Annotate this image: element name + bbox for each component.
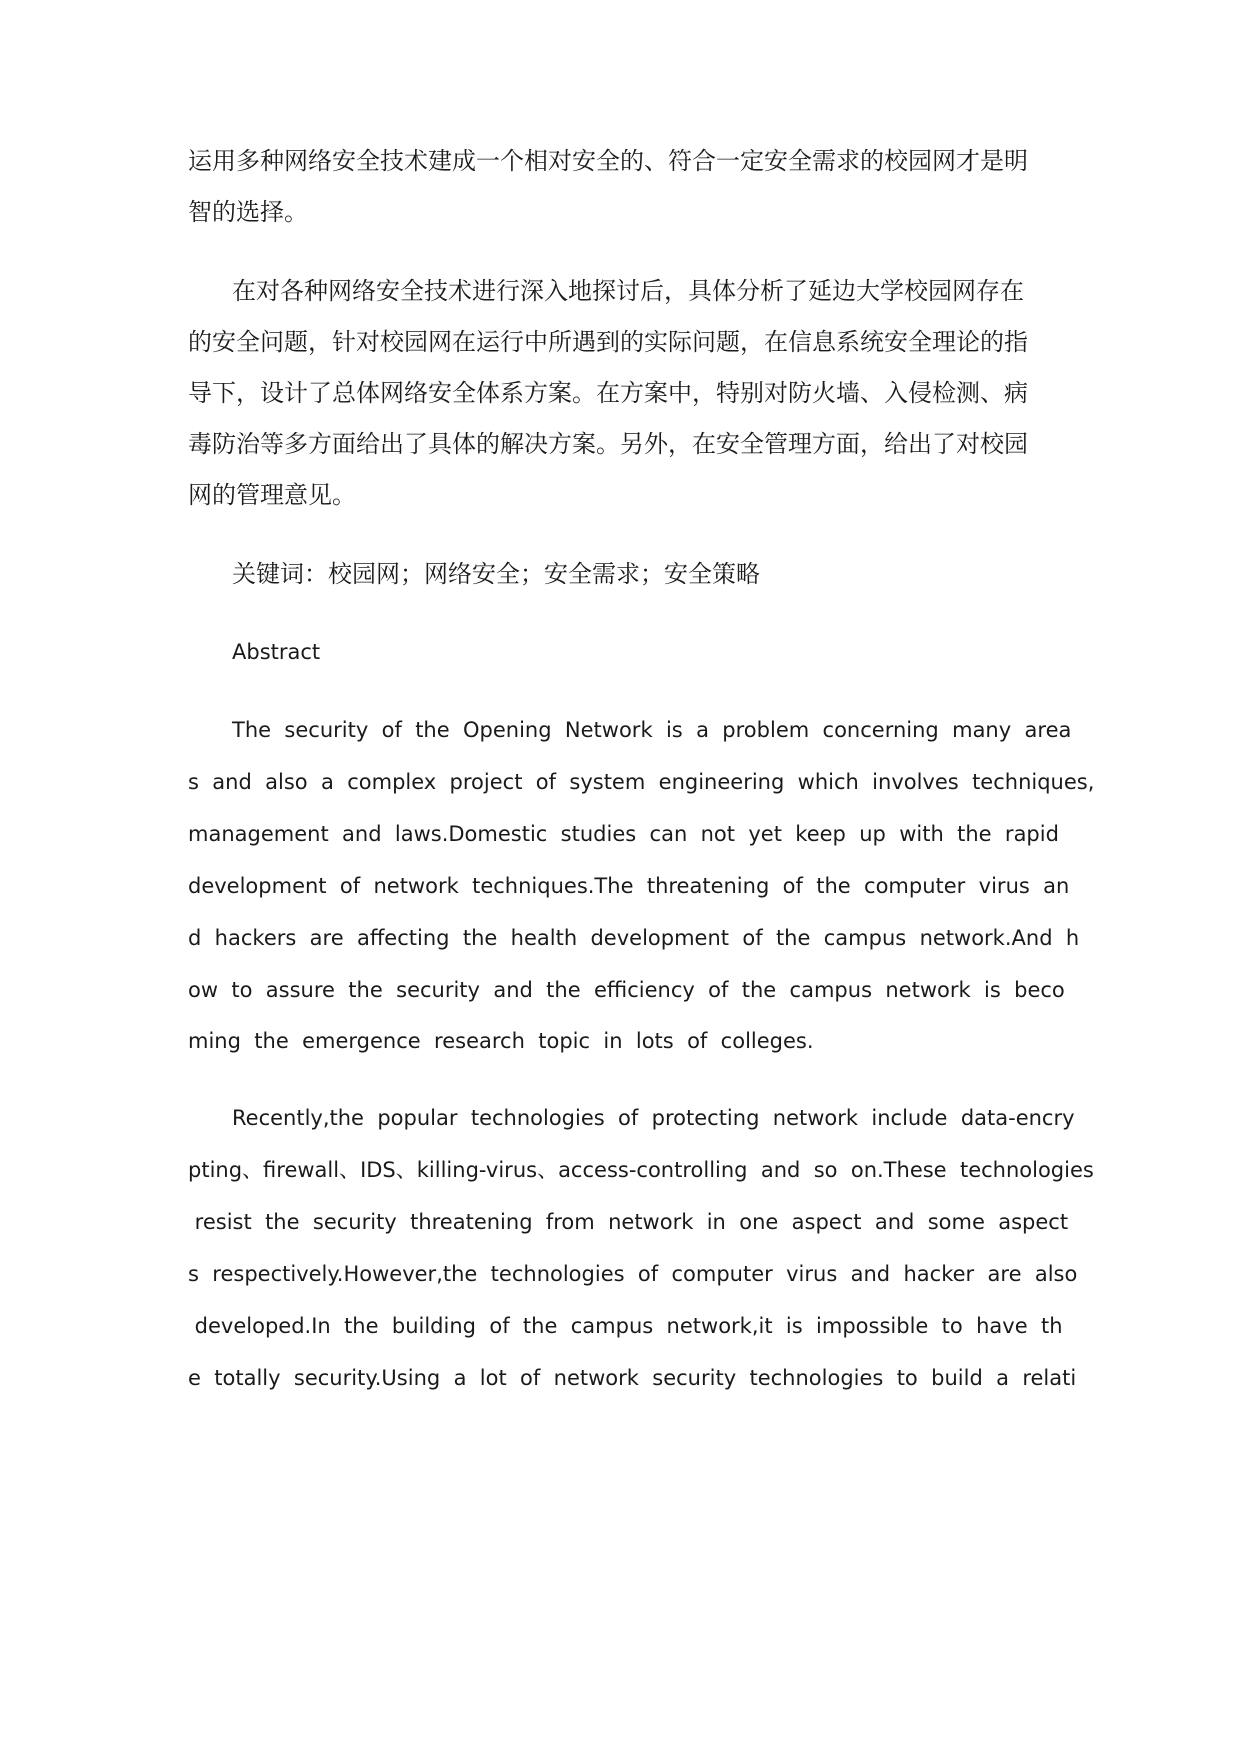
en-para1-line-1: The security of the Opening Network is a problem concerning many area [232,718,1072,742]
keywords-line: 关键词：校园网；网络安全；安全需求；安全策略 [232,560,760,588]
en-para2-line-3: resist the security threatening from network in one aspect and some aspect [188,1210,1069,1234]
zh-para2-line-3: 导下，设计了总体网络安全体系方案。在方案中，特别对防火墙、入侵检测、病 [188,379,1028,407]
en-para1-line-3: management and laws.Domestic studies can not yet keep up with the rapid [188,822,1059,846]
zh-para2-line-1: 在对各种网络安全技术进行深入地探讨后，具体分析了延边大学校园网存在 [232,277,1024,305]
en-para1-line-7: ming the emergence research topic in lots of colleges. [188,1029,814,1053]
en-para2-line-6: e totally security.Using a lot of network security technologies to build a relati [188,1366,1077,1390]
en-para1-line-5: d hackers are affecting the health development of the campus network.And h [188,926,1080,950]
en-para1-line-4: development of network techniques.The threatening of the computer virus an [188,874,1070,898]
en-para2-line-5: developed.In the building of the campus network,it is impossible to have th [188,1314,1063,1338]
en-para2-line-2: pting、firewall、IDS、killing-virus、access-controlling and so on.These technologies [188,1158,1094,1182]
zh-para1-line-1: 运用多种网络安全技术建成一个相对安全的、符合一定安全需求的校园网才是明 [188,147,1028,175]
zh-para2-line-2: 的安全问题，针对校园网在运行中所遇到的实际问题，在信息系统安全理论的指 [188,328,1028,356]
zh-para2-line-4: 毒防治等多方面给出了具体的解决方案。另外，在安全管理方面，给出了对校园 [188,430,1028,458]
zh-para2-line-5: 网的管理意见。 [188,481,356,509]
en-para1-line-6: ow to assure the security and the efficiency of the campus network is beco [188,978,1065,1002]
en-para2-line-1: Recently,the popular technologies of protecting network include data-encry [232,1106,1075,1130]
en-para1-line-2: s and also a complex project of system engineering which involves techniques, [188,770,1095,794]
abstract-heading: Abstract [232,640,321,664]
zh-para1-line-2: 智的选择。 [188,198,308,226]
en-para2-line-4: s respectively.However,the technologies of computer virus and hacker are also [188,1262,1078,1286]
